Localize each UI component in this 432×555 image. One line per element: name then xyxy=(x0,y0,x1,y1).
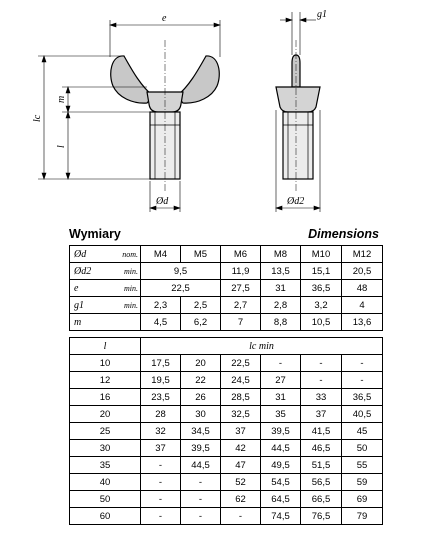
table-cell: 34,5 xyxy=(181,423,221,440)
table-cell: - xyxy=(342,355,383,372)
table-cell: 37 xyxy=(141,440,181,457)
table-cell: - xyxy=(301,372,342,389)
dim-label-l: l xyxy=(56,145,67,148)
side-hub xyxy=(276,87,320,112)
table-cell: M4 xyxy=(141,246,181,263)
table-cell: 41,5 xyxy=(301,423,342,440)
table-cell: 36,5 xyxy=(301,280,342,297)
dim-label-e: e xyxy=(162,13,167,24)
row-qualifier: min. xyxy=(117,297,141,314)
table-cell: 20,5 xyxy=(342,263,383,280)
table-cell: 30 xyxy=(181,406,221,423)
dim-label-d: Ød xyxy=(156,196,169,207)
table-cell: 19,5 xyxy=(141,372,181,389)
row-label: g1 xyxy=(70,297,117,314)
title-wymiary: Wymiary xyxy=(69,227,121,241)
table-cell: 62 xyxy=(221,491,261,508)
table-cell: 47 xyxy=(221,457,261,474)
table-cell: 69 xyxy=(342,491,383,508)
row-qualifier xyxy=(117,314,141,331)
table-cell: 48 xyxy=(342,280,383,297)
table-cell: 45 xyxy=(342,423,383,440)
table-cell: 2,8 xyxy=(261,297,301,314)
table-cell: 27,5 xyxy=(221,280,261,297)
row-qualifier: min. xyxy=(117,263,141,280)
table-cell: 46,5 xyxy=(301,440,342,457)
side-shank xyxy=(283,112,313,179)
table-row xyxy=(70,389,383,406)
table-cell: - xyxy=(261,355,301,372)
dim-label-d2: Ød2 xyxy=(287,196,305,207)
length-cell: 50 xyxy=(70,491,141,508)
dim-label-m: m xyxy=(56,95,67,103)
table-cell: 17,5 xyxy=(141,355,181,372)
table-cell: 13,6 xyxy=(342,314,383,331)
table-cell: 11,9 xyxy=(221,263,261,280)
length-cell: 40 xyxy=(70,474,141,491)
table-row xyxy=(70,491,383,508)
table-cell: 36,5 xyxy=(342,389,383,406)
table-cell: 28,5 xyxy=(221,389,261,406)
table-cell: 64,5 xyxy=(261,491,301,508)
length-cell: 60 xyxy=(70,508,141,525)
table-cell: - xyxy=(181,508,221,525)
table-cell: M8 xyxy=(261,246,301,263)
table-cell: 54,5 xyxy=(261,474,301,491)
table-cell: 50 xyxy=(342,440,383,457)
table-row xyxy=(70,355,383,372)
table-cell: 2,3 xyxy=(141,297,181,314)
length-cell: 25 xyxy=(70,423,141,440)
length-cell: 20 xyxy=(70,406,141,423)
table-cell: 27 xyxy=(261,372,301,389)
table-cell: 32,5 xyxy=(221,406,261,423)
table-cell: M6 xyxy=(221,246,261,263)
table-cell: M5 xyxy=(181,246,221,263)
table-cell: M12 xyxy=(342,246,383,263)
length-cell: 35 xyxy=(70,457,141,474)
table-row xyxy=(70,263,383,280)
table-cell: 37 xyxy=(221,423,261,440)
wing-right xyxy=(177,56,219,103)
table-cell: - xyxy=(221,508,261,525)
table-cell: 59 xyxy=(342,474,383,491)
table-cell: 39,5 xyxy=(261,423,301,440)
table-cell: 35 xyxy=(261,406,301,423)
wing-left xyxy=(111,56,153,103)
table-cell: - xyxy=(141,491,181,508)
length-table xyxy=(69,337,383,525)
table-cell: 24,5 xyxy=(221,372,261,389)
table-cell: 7 xyxy=(221,314,261,331)
table-cell: 32 xyxy=(141,423,181,440)
table-cell: 66,5 xyxy=(301,491,342,508)
table-row xyxy=(70,297,383,314)
table-row xyxy=(70,372,383,389)
table-cell: 10,5 xyxy=(301,314,342,331)
table-row xyxy=(70,423,383,440)
table-cell: 31 xyxy=(261,389,301,406)
table-cell: 8,8 xyxy=(261,314,301,331)
table-cell: 22,5 xyxy=(221,355,261,372)
table-cell: 31 xyxy=(261,280,301,297)
table-row xyxy=(70,314,383,331)
table-cell: 3,2 xyxy=(301,297,342,314)
length-cell: 30 xyxy=(70,440,141,457)
table-cell: 2,7 xyxy=(221,297,261,314)
table-cell: - xyxy=(342,372,383,389)
table-cell: 44,5 xyxy=(261,440,301,457)
table-cell: 28 xyxy=(141,406,181,423)
table-row xyxy=(70,508,383,525)
row-label: e xyxy=(70,280,117,297)
table-row xyxy=(70,246,383,263)
table-row xyxy=(70,474,383,491)
table-row xyxy=(70,457,383,474)
table-cell: 56,5 xyxy=(301,474,342,491)
table-cell: - xyxy=(181,474,221,491)
table-cell: 4,5 xyxy=(141,314,181,331)
length-cell: 16 xyxy=(70,389,141,406)
table-cell: 6,2 xyxy=(181,314,221,331)
table-cell: 33 xyxy=(301,389,342,406)
table-row xyxy=(70,440,383,457)
row-label: Ød xyxy=(70,246,117,263)
table-cell: 55 xyxy=(342,457,383,474)
table-cell: 13,5 xyxy=(261,263,301,280)
title-dimensions: Dimensions xyxy=(308,227,379,241)
table-cell: 20 xyxy=(181,355,221,372)
row-label: m xyxy=(70,314,117,331)
length-cell: 10 xyxy=(70,355,141,372)
table-cell: 9,5 xyxy=(141,263,221,280)
table-cell: 2,5 xyxy=(181,297,221,314)
table-cell: 23,5 xyxy=(141,389,181,406)
table-cell: 42 xyxy=(221,440,261,457)
table-cell: 76,5 xyxy=(301,508,342,525)
table-cell: 37 xyxy=(301,406,342,423)
row-qualifier: min. xyxy=(117,280,141,297)
table-cell: 26 xyxy=(181,389,221,406)
row-label: Ød2 xyxy=(70,263,117,280)
wing-screw-drawing xyxy=(0,0,432,222)
table-cell: 52 xyxy=(221,474,261,491)
table-cell: 15,1 xyxy=(301,263,342,280)
table-cell: 79 xyxy=(342,508,383,525)
table-cell: 74,5 xyxy=(261,508,301,525)
column-header-l: l xyxy=(70,338,141,355)
length-cell: 12 xyxy=(70,372,141,389)
table-cell: - xyxy=(301,355,342,372)
table-cell: M10 xyxy=(301,246,342,263)
table-cell: - xyxy=(141,508,181,525)
column-header-lc: lc min xyxy=(141,338,383,355)
table-cell: 4 xyxy=(342,297,383,314)
dim-label-lc: lc xyxy=(32,114,43,122)
spec-table xyxy=(69,245,383,331)
table-row xyxy=(70,280,383,297)
table-row xyxy=(70,406,383,423)
table-cell: 49,5 xyxy=(261,457,301,474)
table-cell: 51,5 xyxy=(301,457,342,474)
row-qualifier: nom. xyxy=(117,246,141,263)
table-cell: 22,5 xyxy=(141,280,221,297)
table-cell: 40,5 xyxy=(342,406,383,423)
table-cell: - xyxy=(141,457,181,474)
table-cell: 39,5 xyxy=(181,440,221,457)
table-cell: - xyxy=(141,474,181,491)
table-cell: 22 xyxy=(181,372,221,389)
table-cell: 44,5 xyxy=(181,457,221,474)
dim-label-g1: g1 xyxy=(317,9,327,20)
table-header-row xyxy=(70,338,383,355)
table-cell: - xyxy=(181,491,221,508)
